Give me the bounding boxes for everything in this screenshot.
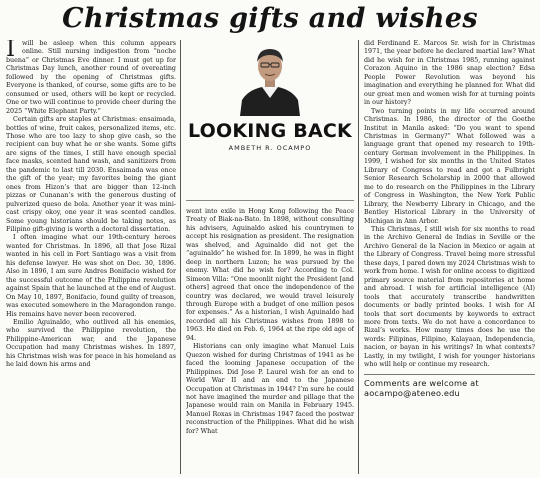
column-logo — [186, 114, 354, 174]
footer-divider — [364, 374, 535, 375]
paragraph: This Christmas, I still wish for six months to read in the Archivo General de Indias in Seville or the Archivo General de la Nacion in Mexico or again at the Library of Congress. Travel being more stressful these days, I pared down my 2024 Christmas wish to work from home. I wish for online access to digitized primary source material from repositories at home and abroad. I wish for artificial intelligence (AI) tools that accurately transcribe handwritten documents or badly printed books. I wish for AI tools that sort documents by keywords to extract more from texts. We do not have a concordance to Rizal’s works. How many times does he use the words: Filipinas, Filipino, Kalayaan, Independencia, nacion, or bayan in his writings? In what contexts? Lastly, in my twilight, I wish for younger historians who will help or continue my research. — [364, 225, 535, 369]
section-divider — [186, 200, 354, 201]
column-divider-left — [180, 40, 181, 474]
article-column-2 — [186, 208, 354, 475]
author-byline: AMBETH R. OCAMPO — [228, 144, 312, 152]
drop-cap: I — [6, 40, 16, 62]
column-divider-right — [358, 40, 359, 474]
paragraph: did Ferdinand E. Marcos Sr. wish for in Christmas 1971, the year before he declared martial law? What did he wish for in Christmas 1985, running against Corazon Aquino in the 1986 snap election? Edsa People Power Revolution was beyond his imagination and everything he planned for. What did our great men and women wish for at turning points in our history? — [364, 40, 535, 107]
paragraph: Emilio Aguinaldo, who outlived all his enemies, who survived the Philippine revolution, the Philippine-American war, and the Japanese Occupation had many Christmas wishes. In 1897, his Christmas wish was for peace in his homeland as he laid down his arms and — [6, 318, 176, 369]
paragraph: I will be asleep when this column appears online. Still nursing indigestion from “noche buena” or Christmas Eve dinner. I must get up for Christmas Day lunch, another round of overeating followed by the opening of Christmas gifts. Everyone is thanked, of course, some gifts are to be consumed or used, others will be kept or recycled. One or two will continue to provide cheer during the 2025 “White Elephant Party.” — [6, 40, 176, 115]
author-photo — [238, 40, 302, 116]
paragraph: Certain gifts are staples at Christmas: ensaimada, bottles of wine, fruit cakes, personalized items, etc. Those who are too lazy to shop give cash, so the recipient can buy what he or she wants. Some gifts are signs of the times, I still have enough special face masks, scented hand wash, and sanitizers from the pandemic to last till 2030. Ensaimada was once the gift of the year; my favorites being the giant ones from Hizon’s that are bigger than 12-inch pizzas or Cunanan’s with the generous dusting of pulverized queso de bola. Another year it was mini-cast crispy okoy, one year it was scented candles. Some young historians should be taking notes, as Filipino gift-giving is worth a doctoral dissertation. — [6, 116, 176, 233]
column-name: LOOKING BACK — [188, 120, 352, 142]
headline: Christmas gifts and wishes — [62, 3, 478, 34]
paragraph: I often imagine what our 19th-century heroes wanted for Christmas. In 1896, all that Jose Rizal wanted in his cell in Fort Santiago was a visit from his defense lawyer. He was shot on Dec. 30, 1896. Also in 1896, I am sure Andres Bonifacio wished for the successful outcome of the Philippine revolution against Spain that he launched at the end of August. On May 10, 1897, Bonifacio, found guilty of treason, was executed somewhere in the Maragondon range. His remains have never been recovered. — [6, 234, 176, 318]
paragraph: Historians can only imagine what Manuel Luis Quezon wished for during Christmas of 1941 as he faced the looming Japanese occupation of the Philippines. Did Jose P. Laurel wish for an end to World War II and an end to the Japanese Occupation at Christmas in 1944? I’m sure he could not have imagined the murder and pillage that the Japanese would rain on Manila in February 1945. Manuel Roxas in Christmas 1947 faced the postwar reconstruction of the Philippines. What did he wish for? What — [186, 343, 354, 435]
paragraph: went into exile in Hong Kong following the Peace Treaty of Biak-na-Bato. In 1898, without consulting his advisers, Aguinaldo asked his countrymen to accept his resignation as president. The resignation was shelved, and Aguinaldo did not get the “aguinaldo” he wished for. In 1899, he was in flight deep in northern Luzon; he was pursued by the enemy. What did he wish for? According to Col. Simeon Villa: “One moonlit night the President [and others] agreed that once the independence of the country was declared, we would travel leisurely through Europe with a budget of one million pesos for expenses.” As a historian, I wish Aguinaldo had recorded all his Christmas wishes from 1898 to 1963. He died on Feb. 6, 1964 at the ripe old age of 94. — [186, 208, 354, 342]
paragraph: Two turning points in my life occurred around Christmas. In 1986, the director of the Goethe Institut in Manila asked: “Do you want to spend Christmas in Germany?” What followed was a language grant that opened my research to 19th-century German involvement in the Philippines. In 1999, I wished for six months in the United States Library of Congress to read and got a Fulbright Senior Research Scholarship in 2000 that allowed me to do research on the Philippines in the Library of Congress in Washington, the New York Public Library, the Newberry Library in Chicago, and the Bentley Historical Library in the University of Michigan in Ann Arbor. — [364, 107, 535, 225]
article-column-1 — [6, 40, 176, 475]
article-column-3 — [364, 40, 535, 475]
author-contact: Comments are welcome at aocampo@ateneo.edu — [364, 377, 479, 398]
author-portrait-icon — [238, 40, 302, 116]
